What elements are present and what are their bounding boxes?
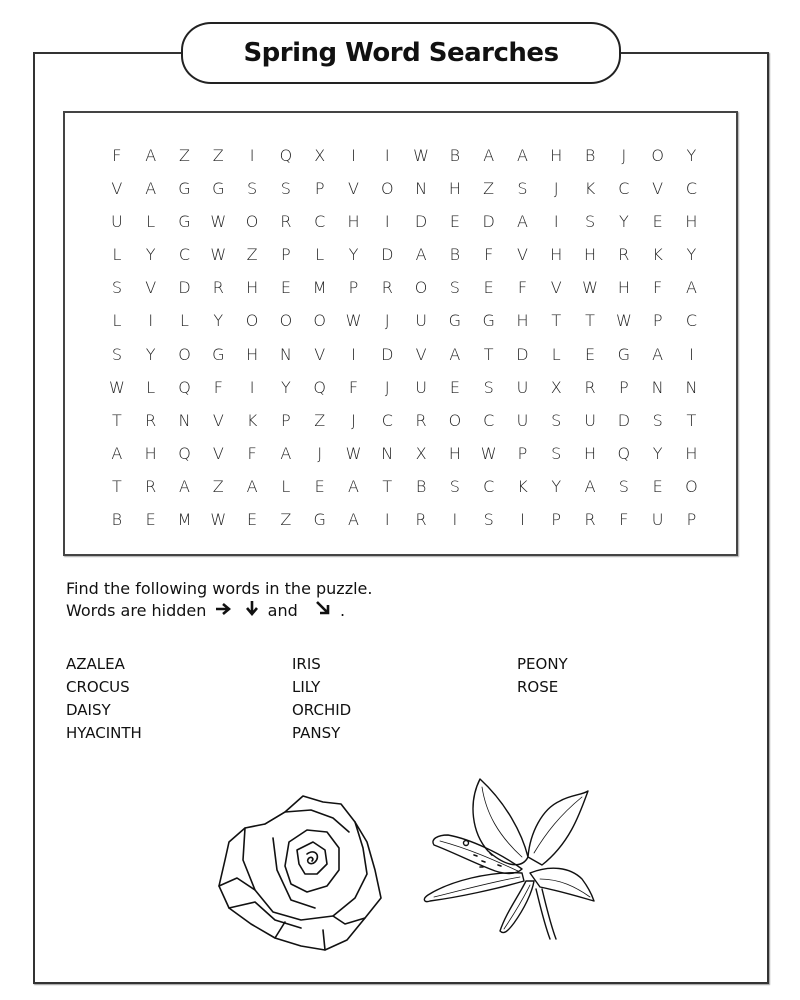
grid-letter: Q (313, 377, 326, 397)
grid-letter: G (178, 179, 191, 199)
grid-letter: P (281, 245, 291, 265)
grid-letter: R (145, 476, 157, 496)
page-title: Spring Word Searches (243, 38, 559, 68)
grid-letter: E (449, 212, 460, 232)
grid-letter: C (314, 212, 326, 232)
grid-letter: H (550, 245, 563, 265)
grid-letter: W (210, 510, 227, 530)
grid-letter: O (178, 344, 191, 364)
grid-letter: E (652, 476, 663, 496)
grid-letter: K (517, 476, 528, 496)
grid-letter: K (584, 179, 596, 199)
grid-letter: C (483, 410, 495, 430)
grid-letter: H (685, 212, 698, 232)
letter-grid (100, 143, 708, 540)
grid-letter: X (550, 377, 562, 397)
grid-letter: X (415, 443, 427, 463)
grid-letter: L (551, 344, 561, 364)
grid-letter: A (449, 344, 461, 364)
grid-letter: E (483, 278, 494, 298)
grid-letter: H (144, 443, 157, 463)
grid-letter: I (249, 146, 255, 165)
grid-letter: I (384, 510, 390, 530)
grid-letter: G (482, 311, 495, 331)
grid-letter: C (483, 476, 495, 496)
grid-letter: N (178, 410, 191, 430)
grid-letter: V (212, 410, 224, 430)
grid-letter: G (212, 344, 225, 364)
grid-letter: Z (483, 179, 495, 199)
grid-letter: W (108, 377, 125, 397)
arrow-diagonal-icon (315, 600, 331, 622)
grid-letter: A (179, 476, 190, 496)
grid-letter: B (415, 476, 427, 496)
grid-letter: H (584, 443, 597, 463)
grid-letter: F (653, 278, 663, 298)
grid-letter: P (652, 311, 663, 331)
grid-letter: Q (617, 443, 631, 463)
grid-letter: S (247, 179, 258, 199)
word-item: LILY (292, 678, 321, 696)
grid-letter: P (619, 377, 629, 397)
grid-letter: W (210, 212, 227, 232)
grid-letter: E (145, 510, 156, 530)
grid-letter: Y (686, 146, 697, 165)
grid-letter: H (550, 146, 563, 165)
grid-letter: D (381, 245, 394, 265)
grid-letter: D (482, 212, 495, 232)
instructions-line-2 (66, 600, 372, 622)
word-item: PEONY (517, 655, 568, 673)
grid-letter: Y (145, 344, 156, 364)
title-banner (181, 22, 621, 84)
grid-letter: W (582, 278, 598, 298)
grid-letter: J (621, 146, 627, 165)
grid-letter: H (685, 443, 698, 463)
grid-letter: Y (686, 245, 697, 265)
grid-letter: V (652, 179, 664, 199)
grid-letter: I (689, 344, 694, 364)
grid-letter: O (651, 146, 664, 165)
grid-letter: I (351, 146, 356, 165)
grid-letter: S (449, 476, 460, 496)
word-item: ROSE (517, 678, 559, 696)
grid-letter: J (384, 311, 390, 331)
grid-letter: A (483, 146, 495, 165)
grid-letter: Y (618, 212, 629, 232)
word-item: IRIS (292, 655, 321, 673)
grid-letter: A (280, 443, 292, 463)
grid-letter: L (112, 245, 122, 265)
grid-letter: Q (178, 443, 191, 463)
grid-letter: C (618, 179, 630, 199)
grid-letter: P (517, 443, 528, 463)
word-item: AZALEA (66, 655, 125, 673)
word-list-column-2 (292, 653, 351, 745)
word-item: CROCUS (66, 678, 130, 696)
grid-letter: I (452, 510, 458, 530)
grid-letter: P (348, 278, 359, 298)
grid-letter: B (111, 510, 123, 530)
grid-letter: N (279, 344, 292, 364)
grid-letter: T (112, 410, 122, 430)
grid-letter: N (415, 179, 428, 199)
grid-letter: R (381, 278, 393, 298)
grid-letter: A (516, 212, 528, 232)
instructions-prefix: Words are hidden (66, 601, 207, 620)
grid-letter: Z (314, 410, 326, 430)
grid-letter: I (553, 212, 559, 232)
grid-letter: S (551, 410, 562, 430)
grid-letter: A (145, 179, 157, 199)
grid-letter: H (246, 278, 259, 298)
grid-letter: B (449, 146, 461, 165)
grid-letter: T (585, 311, 595, 331)
grid-letter: Y (145, 245, 156, 265)
grid-letter: C (381, 410, 393, 430)
grid-letter: S (551, 443, 562, 463)
grid-letter: A (348, 476, 359, 496)
grid-letter: H (448, 443, 461, 463)
grid-letter: L (146, 212, 156, 232)
grid-letter: F (517, 278, 528, 298)
grid-letter: B (584, 146, 596, 165)
grid-letter: D (381, 344, 394, 364)
word-item: PANSY (292, 724, 341, 742)
grid-letter: E (280, 278, 291, 298)
grid-letter: S (652, 410, 663, 430)
grid-letter: Y (652, 443, 663, 463)
grid-letter: T (483, 344, 494, 364)
instructions-and: and (267, 601, 298, 620)
grid-letter: I (148, 311, 154, 331)
grid-letter: O (245, 311, 259, 331)
grid-letter: J (317, 443, 323, 463)
grid-letter: U (415, 377, 427, 397)
grid-letter: Z (212, 476, 224, 496)
grid-letter: Z (212, 146, 224, 165)
grid-letter: S (449, 278, 460, 298)
grid-letter: S (618, 476, 629, 496)
grid-letter: D (617, 410, 631, 430)
grid-letter: H (516, 311, 529, 331)
grid-letter: D (414, 212, 428, 232)
grid-letter: V (212, 443, 224, 463)
grid-letter: F (112, 146, 122, 165)
grid-letter: Q (178, 377, 191, 397)
grid-letter: W (413, 146, 429, 165)
grid-letter: U (584, 410, 596, 430)
grid-letter: U (111, 212, 123, 232)
grid-letter: R (145, 410, 157, 430)
grid-letter: I (384, 146, 390, 165)
grid-letter: T (112, 476, 122, 496)
grid-letter: Y (213, 311, 224, 331)
grid-letter: U (415, 311, 427, 331)
lily-illustration-icon (410, 773, 595, 943)
grid-letter: E (449, 377, 460, 397)
grid-letter: V (415, 344, 427, 364)
instructions-period: . (339, 601, 346, 620)
grid-letter: O (279, 311, 293, 331)
grid-letter: O (414, 278, 428, 298)
instructions (66, 578, 372, 622)
grid-letter: T (686, 410, 697, 430)
grid-letter: D (516, 344, 529, 364)
grid-letter: R (212, 278, 224, 298)
grid-letter: Z (179, 146, 190, 165)
grid-letter: T (382, 476, 393, 496)
grid-letter: A (685, 278, 697, 298)
grid-letter: R (584, 510, 596, 530)
grid-letter: R (280, 212, 292, 232)
grid-letter: W (345, 443, 362, 463)
word-item: DAISY (66, 701, 111, 719)
grid-letter: H (246, 344, 259, 364)
grid-letter: S (584, 212, 596, 232)
grid-letter: Y (348, 245, 359, 265)
grid-letter: R (415, 510, 427, 530)
grid-letter: J (384, 377, 390, 397)
grid-letter: L (281, 476, 291, 496)
instructions-line-1: Find the following words in the puzzle. (66, 579, 373, 598)
grid-letter: F (484, 245, 494, 265)
grid-letter: C (685, 311, 698, 331)
grid-letter: O (448, 410, 462, 430)
grid-letter: A (246, 476, 258, 496)
grid-letter: L (112, 311, 122, 331)
grid-letter: N (685, 377, 698, 397)
grid-letter: U (516, 377, 529, 397)
grid-letter: R (618, 245, 630, 265)
grid-letter: G (212, 179, 225, 199)
grid-letter: P (686, 510, 697, 530)
grid-letter: P (314, 179, 325, 199)
rose-illustration-icon (215, 790, 395, 955)
grid-letter: F (619, 510, 629, 530)
grid-letter: X (314, 146, 326, 165)
grid-letter: K (246, 410, 258, 430)
grid-letter: I (249, 377, 255, 397)
grid-letter: Y (551, 476, 562, 496)
grid-letter: P (551, 510, 562, 530)
grid-letter: S (111, 344, 122, 364)
grid-letter: G (178, 212, 191, 232)
grid-letter: S (111, 278, 122, 298)
grid-letter: A (145, 146, 157, 165)
grid-letter: C (178, 245, 191, 265)
grid-letter: T (551, 311, 562, 331)
grid-letter: E (314, 476, 325, 496)
grid-letter: V (348, 179, 359, 199)
grid-letter: I (351, 344, 356, 364)
grid-letter: V (314, 344, 326, 364)
grid-letter: S (483, 510, 494, 530)
grid-letter: E (247, 510, 258, 530)
grid-letter: F (213, 377, 223, 397)
grid-letter: S (280, 179, 291, 199)
grid-letter: J (351, 410, 356, 430)
arrow-down-icon (245, 600, 259, 622)
grid-letter: A (348, 510, 359, 530)
word-item: HYACINTH (66, 724, 142, 742)
grid-letter: V (550, 278, 562, 298)
grid-letter: K (652, 245, 663, 265)
grid-letter: L (315, 245, 325, 265)
word-list-column-3 (517, 653, 568, 699)
arrow-right-icon (215, 600, 231, 622)
grid-letter: V (145, 278, 157, 298)
grid-letter: B (449, 245, 461, 265)
grid-letter: Z (246, 245, 258, 265)
grid-letter: Z (280, 510, 292, 530)
grid-letter: W (615, 311, 632, 331)
word-item: ORCHID (292, 701, 352, 719)
grid-letter: A (516, 146, 528, 165)
grid-letter: H (448, 179, 461, 199)
grid-letter: D (178, 278, 191, 298)
grid-letter: W (345, 311, 362, 331)
grid-letter: A (652, 344, 664, 364)
grid-letter: G (448, 311, 462, 331)
grid-letter: W (480, 443, 497, 463)
grid-letter: G (313, 510, 326, 530)
grid-letter: M (312, 278, 327, 298)
grid-letter: H (617, 278, 630, 298)
grid-letter: O (380, 179, 394, 199)
grid-letter: U (651, 510, 664, 530)
grid-letter: S (483, 377, 494, 397)
grid-letter: V (111, 179, 123, 199)
grid-letter: N (381, 443, 394, 463)
grid-letter: H (584, 245, 597, 265)
grid-letter: Q (279, 146, 293, 165)
grid-letter: G (617, 344, 631, 364)
grid-letter: U (516, 410, 529, 430)
grid-letter: A (111, 443, 123, 463)
grid-letter: F (247, 443, 257, 463)
grid-letter: J (553, 179, 559, 199)
grid-letter: H (347, 212, 360, 232)
grid-letter: C (685, 179, 698, 199)
grid-letter: Y (280, 377, 291, 397)
grid-letter: P (281, 410, 291, 430)
grid-letter: A (415, 245, 427, 265)
grid-letter: L (180, 311, 189, 331)
grid-letter: A (584, 476, 596, 496)
grid-letter: R (415, 410, 427, 430)
grid-letter: F (348, 377, 359, 397)
grid-letter: O (685, 476, 698, 496)
grid-letter: N (651, 377, 664, 397)
grid-letter: E (585, 344, 596, 364)
grid-letter: W (210, 245, 227, 265)
grid-letter: S (517, 179, 528, 199)
word-list-column-1 (66, 653, 142, 745)
grid-letter: O (245, 212, 259, 232)
grid-letter: V (516, 245, 528, 265)
grid-letter: L (146, 377, 156, 397)
grid-letter: O (313, 311, 326, 331)
grid-letter: I (384, 212, 390, 232)
grid-letter: E (652, 212, 663, 232)
grid-letter: I (520, 510, 525, 530)
grid-letter: M (177, 510, 192, 530)
grid-letter: R (584, 377, 596, 397)
